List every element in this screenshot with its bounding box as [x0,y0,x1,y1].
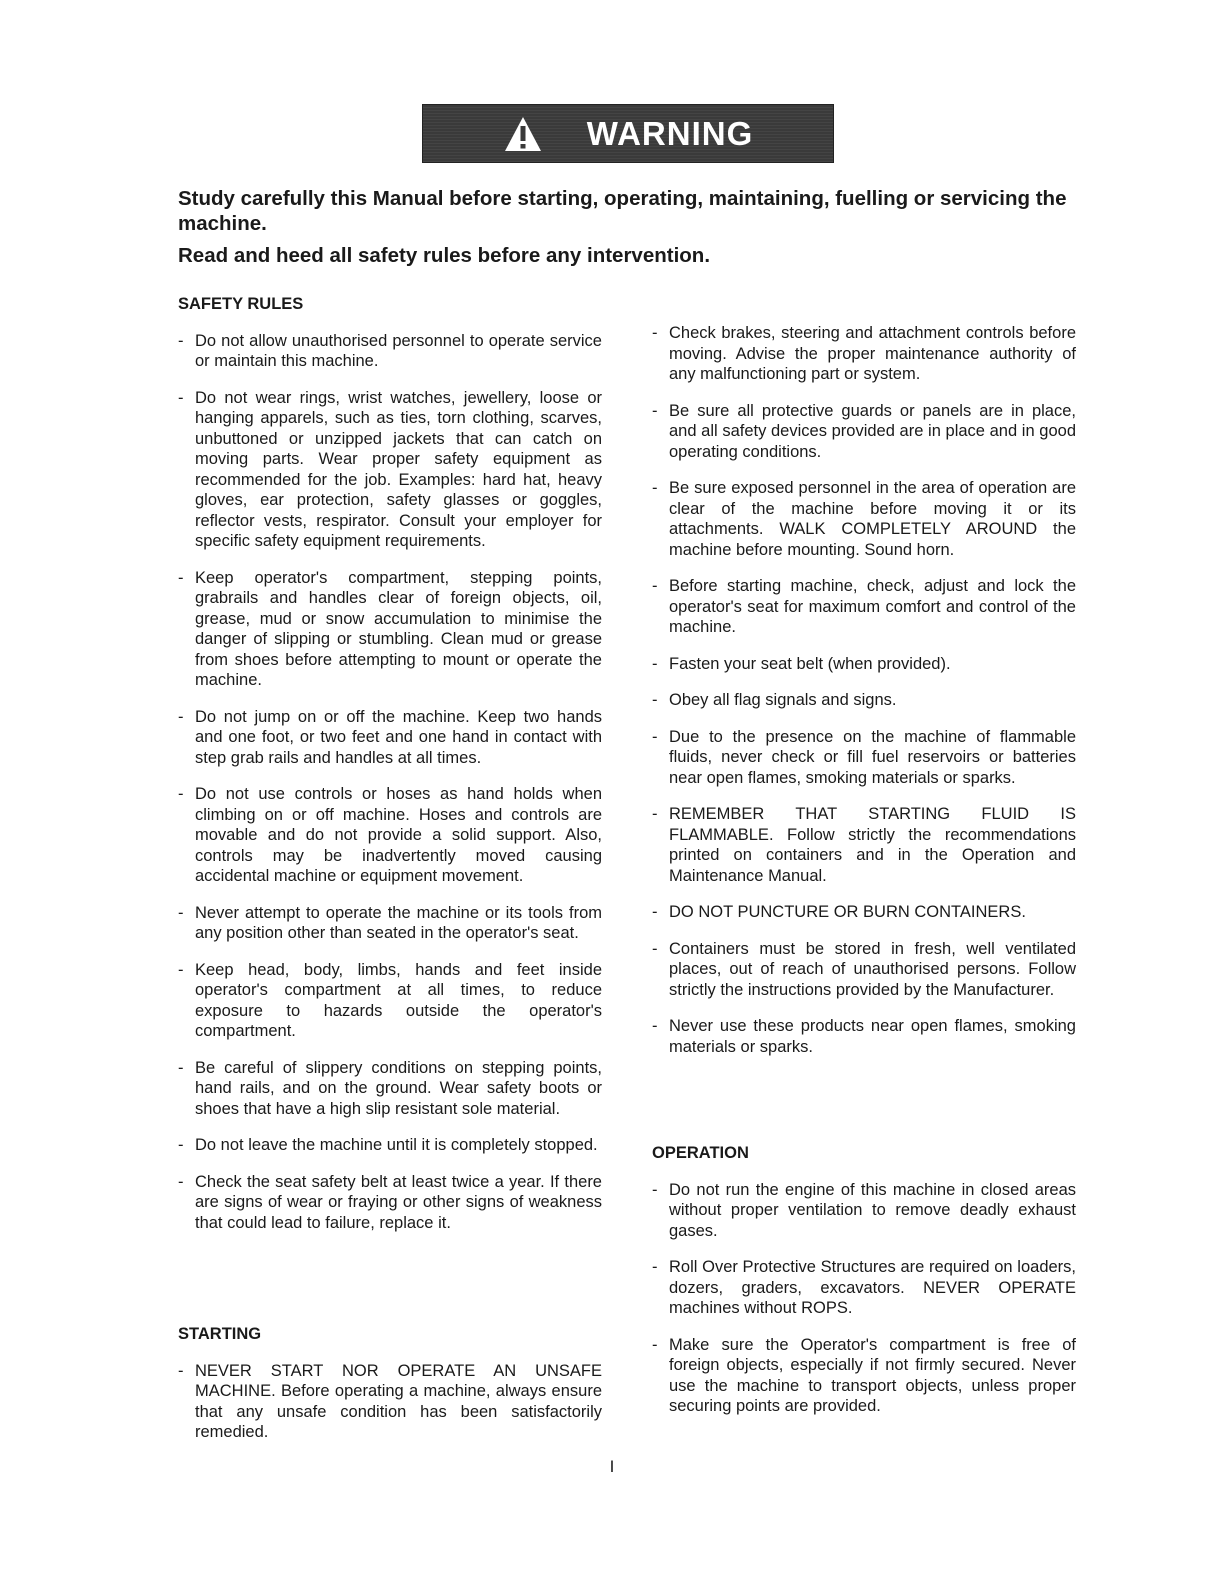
list-item: - DO NOT PUNCTURE OR BURN CONTAINERS. [652,903,1026,921]
list-item: - NEVER START NOR OPERATE AN UNSAFE MACHINE. Before operating a machine, always ensure that any unsafe condition has been satisfactorily remedied. [178,1361,602,1441]
list-item: - Do not use controls or hoses as hand holds when climbing on or off machine. Hoses and controls are movable and do not provide a solid support. Also, controls may be inadvertently moved causing accidental machine or equipment movement. [178,785,602,885]
list-item: - Do not allow unauthorised personnel to operate service or maintain this machine. [178,331,602,370]
list-item: - Do not run the engine of this machine in closed areas without proper ventilation to remove deadly exhaust gases. [652,1180,1076,1240]
operation-section [652,1143,1076,1433]
list-item: - Roll Over Protective Structures are required on loaders, dozers, graders, excavators. NEVER OPERATE machines without ROPS. [652,1258,1076,1317]
list-item: - Be sure exposed personnel in the area of operation are clear of the machine before moving it or its attachments. WALK COMPLETELY AROUND the machine before mounting. Sound horn. [652,479,1076,559]
warning-triangle-icon [503,115,543,153]
list-item: - Be sure all protective guards or panels are in place, and all safety devices provided are in place and in good operating conditions. [652,401,1076,461]
list-item: - Containers must be stored in fresh, well ventilated places, out of reach of unauthorised persons. Follow strictly the instructions provided by the Manufacturer. [652,939,1076,999]
section-heading-starting: STARTING [178,1325,262,1343]
section-heading-safety-rules: SAFETY RULES [178,295,304,313]
list-item: - Do not wear rings, wrist watches, jewellery, loose or hanging apparels, such as ties, torn clothing, scarves, unbuttoned or unzipped jackets that can catch on moving parts. Wear proper safety equipment as recommended for the job. Examples: hard hat, heavy gloves, ear protection, safety glasses or goggles, reflector vests, respirator. Consult your employer for specific safety equipment requirements. [178,388,602,550]
list-item: - REMEMBER THAT STARTING FLUID IS FLAMMABLE. Follow strictly the recommendations printed on containers and in the Operation and Maintenance Manual. [652,805,1076,885]
section-heading-operation: OPERATION [652,1144,749,1162]
right-column-items [652,323,1076,1073]
list-item: - Fasten your seat belt (when provided). [652,654,951,673]
list-item: - Never use these products near open flames, smoking materials or sparks. [652,1017,1076,1056]
list-item: - Do not jump on or off the machine. Keep two hands and one foot, or two feet and one hand in contact with step grab rails and handles at all times. [178,707,602,767]
list-item: - Never attempt to operate the machine or its tools from any position other than seated in the operator's seat. [178,903,602,942]
intro-line-1: Study carefully this Manual before starting, operating, maintaining, fuelling or servicing the machine. [178,187,1067,235]
safety-rules-section [178,294,602,1249]
warning-banner [422,104,834,163]
banner-title: WARNING [586,114,754,152]
list-item: - Do not leave the machine until it is completely stopped. [178,1136,598,1154]
starting-section [178,1324,602,1459]
list-item: - Keep operator's compartment, stepping points, grabrails and handles clear of foreign objects, oil, grease, mud or snow accumulation to minimise the danger of slipping or stumbling. Clean mud or grease from shoes before attempting to mount or operate the machine. [178,568,602,689]
list-item: - Check the seat safety belt at least twice a year. If there are signs of wear or fraying or other signs of weakness that could lead to failure, replace it. [178,1172,602,1232]
page-number: I [609,1457,615,1476]
list-item: - Check brakes, steering and attachment controls before moving. Advise the proper maintenance authority of any malfunctioning part or system. [652,324,1076,383]
list-item: - Due to the presence on the machine of flammable fluids, never check or fill fuel reservoirs or batteries near open flames, smoking materials or sparks. [652,727,1076,787]
list-item: - Before starting machine, check, adjust and lock the operator's seat for maximum comfort and control of the machine. [652,577,1076,636]
list-item: - Obey all flag signals and signs. [652,691,897,709]
list-item: - Make sure the Operator's compartment is free of foreign objects, especially if not firmly secured. Never use the machine to transport objects, unless proper securing points are provided. [652,1335,1076,1415]
list-item: - Be careful of slippery conditions on stepping points, hand rails, and on the ground. Wear safety boots or shoes that have a high slip resistant sole material. [178,1058,602,1118]
intro-line-2: Read and heed all safety rules before any intervention. [178,244,711,267]
list-item: - Keep head, body, limbs, hands and feet inside operator's compartment at all times, to reduce exposure to hazards outside the operator's compartment. [178,960,602,1040]
